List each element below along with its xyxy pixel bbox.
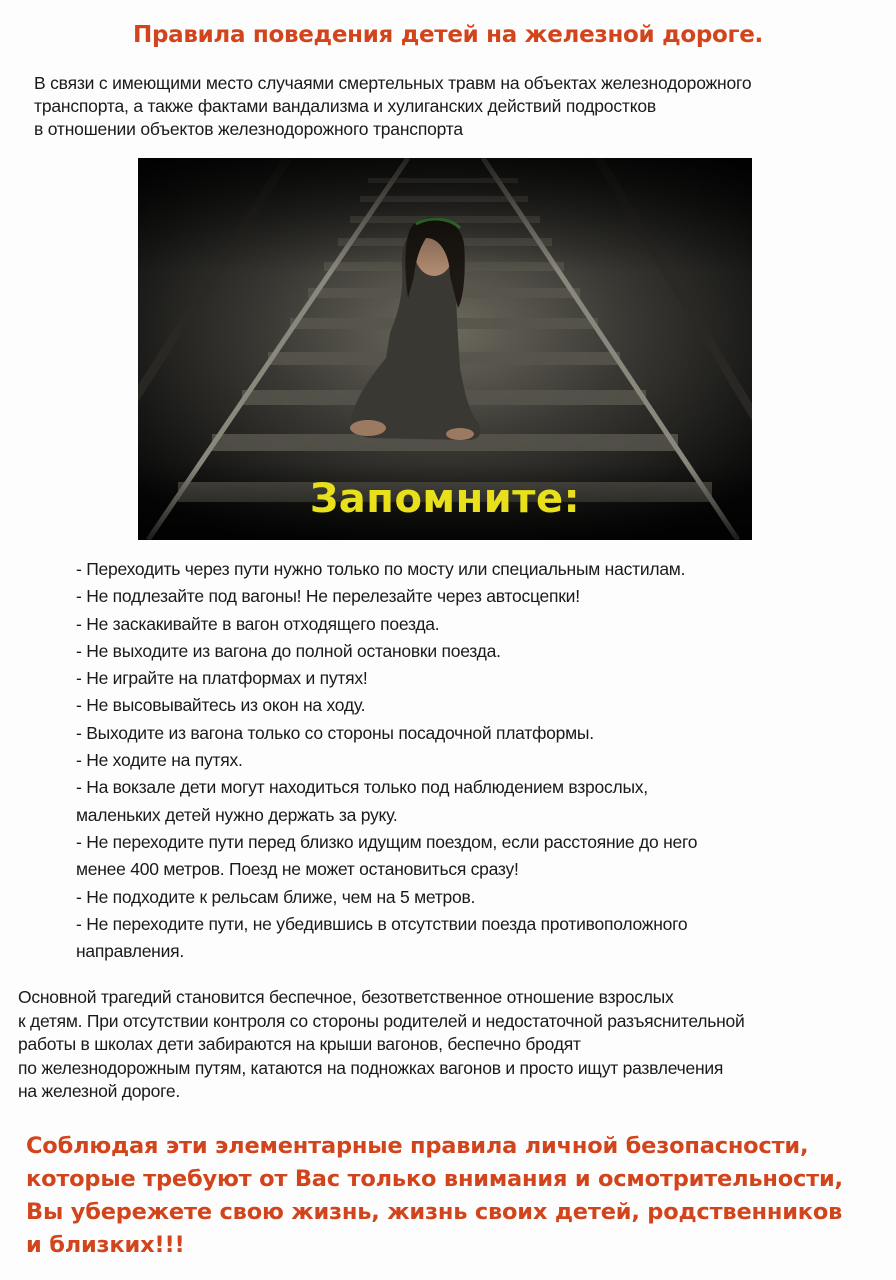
paragraph-line: на железной дороге. [18, 1081, 180, 1101]
rule-text: - Не высовывайтесь из окон на ходу. [76, 695, 366, 716]
rule-text-continued: менее 400 метров. Поезд не может остановиться сразу! [76, 859, 519, 880]
list-item [76, 884, 866, 911]
closing-line: и близких!!! [26, 1232, 185, 1258]
explanation-paragraph [18, 986, 878, 1104]
rule-text: - Не ходите на путях. [76, 750, 243, 771]
rule-text: - Не играйте на платформах и путях! [76, 668, 368, 689]
list-item [76, 611, 866, 638]
list-item [76, 638, 866, 665]
rules-list [76, 556, 866, 965]
list-item [76, 665, 866, 692]
list-item [76, 829, 866, 884]
intro-line: транспорта, а также фактами вандализма и хулиганских действий подростков [34, 96, 656, 116]
page-title: Правила поведения детей на железной дороге. [133, 22, 763, 48]
list-item [76, 911, 866, 966]
rule-text: - Не переходите пути перед близко идущим поездом, если расстояние до него [76, 831, 698, 852]
paragraph-line: Основной трагедий становится беспечное, безответственное отношение взрослых [18, 987, 674, 1007]
list-item [76, 747, 866, 774]
closing-line: Вы убережете свою жизнь, жизнь своих детей, родственников [26, 1199, 843, 1225]
rule-text: - На вокзале дети могут находиться только под наблюдением взрослых, [76, 777, 648, 798]
list-item [76, 692, 866, 719]
intro-text [34, 72, 874, 141]
intro-line: в отношении объектов железнодорожного транспорта [34, 119, 463, 139]
paragraph-line: по железнодорожным путям, катаются на подножках вагонов и просто ищут развлечения [18, 1057, 724, 1078]
rule-text: - Не заскакивайте в вагон отходящего поезда. [76, 613, 440, 634]
rule-text-continued: направления. [76, 941, 184, 962]
list-item [76, 720, 866, 747]
railway-photo [138, 158, 752, 540]
list-item [76, 583, 866, 610]
rule-text: - Не переходите пути, не убедившись в отсутствии поезда противоположного [76, 913, 688, 934]
list-item [76, 556, 866, 583]
intro-line: В связи с имеющими место случаями смертельных травм на объектах железнодорожного [34, 73, 752, 93]
rule-text: - Не выходите из вагона до полной остановки поезда. [76, 640, 501, 661]
closing-appeal [26, 1130, 876, 1262]
closing-line: Соблюдая эти элементарные правила личной безопасности, [26, 1133, 809, 1159]
rule-text: - Переходить через пути нужно только по мосту или специальным настилам. [76, 559, 686, 579]
rule-text-continued: маленьких детей нужно держать за руку. [76, 804, 398, 825]
remember-caption: Запомните: [309, 476, 581, 522]
closing-line: которые требуют от Вас только внимания и осмотрительности, [26, 1166, 843, 1192]
rule-text: - Не подходите к рельсам ближе, чем на 5 метров. [76, 886, 476, 907]
paragraph-line: к детям. При отсутствии контроля со стороны родителей и недостаточной разъяснительной [18, 1010, 745, 1031]
rule-text: - Не подлезайте под вагоны! Не перелезайте через автосцепки! [76, 586, 580, 607]
paragraph-line: работы в школах дети забираются на крыши вагонов, беспечно бродят [18, 1034, 581, 1054]
rule-text: - Выходите из вагона только со стороны посадочной платформы. [76, 722, 594, 743]
list-item [76, 774, 866, 829]
